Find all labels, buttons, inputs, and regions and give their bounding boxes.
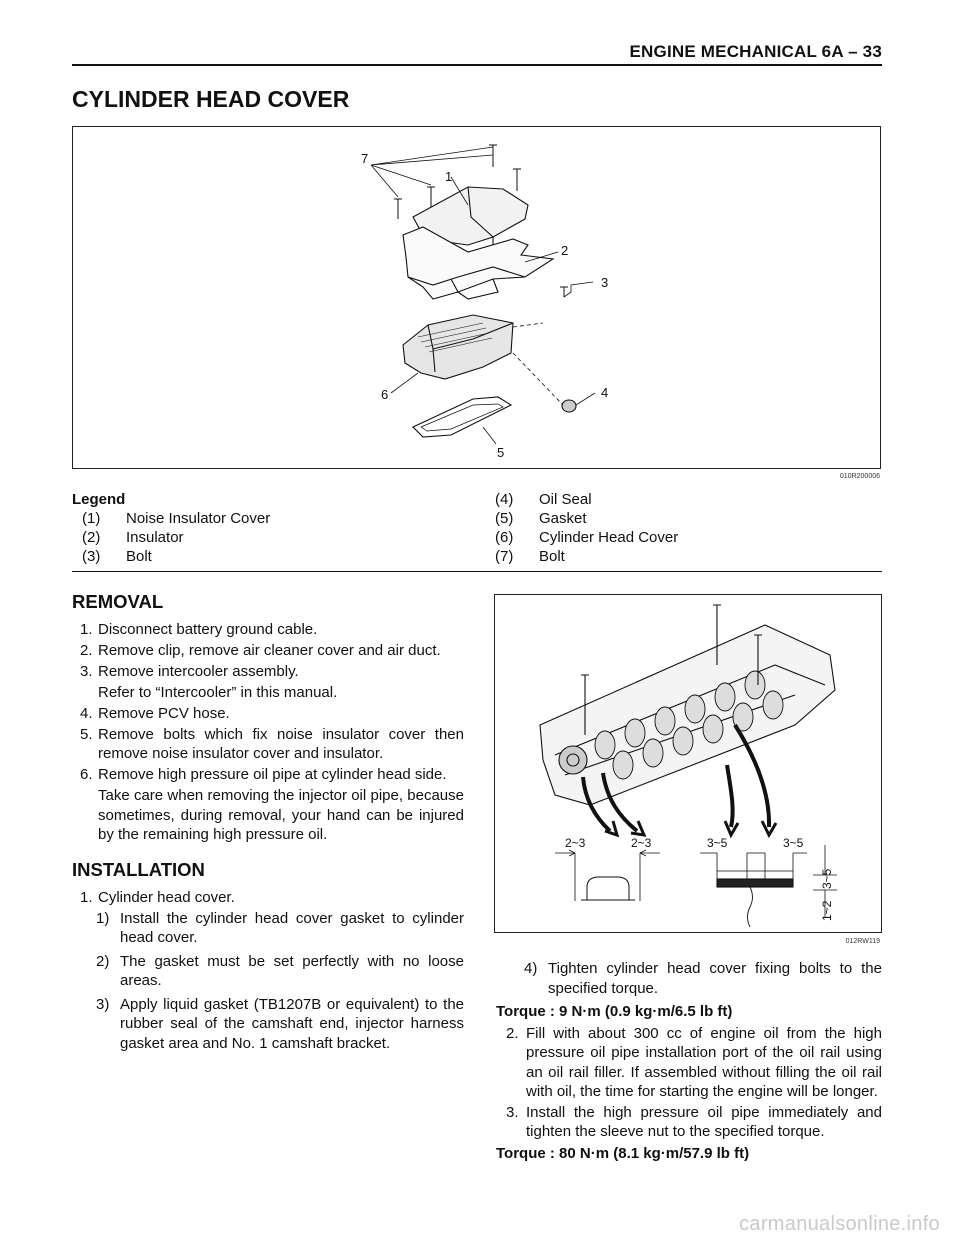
torque-spec: Torque : 80 N·m (8.1 kg·m/57.9 lb ft) bbox=[496, 1144, 750, 1162]
right-column bbox=[496, 959, 882, 1165]
installation-substep: 3) Apply liquid gasket (TB1207B or equivalent) to the rubber seal of the camshaft end, injector harness gasket area and No. 1 camshaft bracket. bbox=[96, 995, 464, 1052]
removal-note: Refer to “Intercooler” in this manual. bbox=[98, 683, 338, 701]
section-divider bbox=[72, 571, 882, 572]
exploded-view-drawing bbox=[73, 127, 880, 468]
installation-step: 2. Fill with about 300 cc of engine oil from the high pressure oil pipe installation port of the oil rail using an oil rail filler. If assembled without filling the oil rail with oil, the time for starting the engine will be longer. bbox=[506, 1024, 882, 1100]
removal-step: 6. Remove high pressure oil pipe at cylinder head side. bbox=[80, 766, 447, 783]
section-title: CYLINDER HEAD COVER bbox=[72, 86, 350, 112]
callout-5: 5 bbox=[497, 445, 505, 460]
legend-title: Legend bbox=[72, 491, 126, 508]
callout-1: 1 bbox=[445, 169, 453, 184]
removal-step: 3. Remove intercooler assembly. bbox=[80, 662, 299, 680]
callout-4: 4 bbox=[601, 385, 609, 400]
dim-label-3-5-right: 3~5 bbox=[783, 836, 804, 850]
torque-spec: Torque : 9 N·m (0.9 kg·m/6.5 lb ft) bbox=[496, 1003, 733, 1020]
removal-caution: Take care when removing the injector oil pipe, because sometimes, during removal, your hand can be injured by the remaining high pressure oil. bbox=[98, 787, 464, 843]
installation-step: 1. Cylinder head cover. bbox=[80, 888, 235, 906]
legend-item: (7) Bolt bbox=[495, 548, 565, 565]
callout-7: 7 bbox=[361, 151, 369, 166]
figure1-code: 010R200006 bbox=[839, 473, 880, 480]
exploded-view-figure bbox=[72, 126, 881, 469]
header-rule bbox=[72, 64, 882, 66]
figure2-code: 012RW119 bbox=[845, 938, 880, 945]
gasket-application-figure bbox=[494, 594, 882, 933]
dim-label-2-3-right: 2~3 bbox=[631, 836, 652, 850]
removal-step: 2. Remove clip, remove air cleaner cover and air duct. bbox=[80, 641, 441, 659]
callout-6: 6 bbox=[381, 387, 389, 402]
legend-left bbox=[72, 490, 270, 566]
legend-item: (3) Bolt bbox=[82, 548, 152, 565]
dim-label-1-2-vertical: 1~2 bbox=[820, 900, 834, 921]
legend-item: (1) Noise Insulator Cover bbox=[82, 510, 271, 527]
removal-step: 1. Disconnect battery ground cable. bbox=[80, 620, 318, 638]
dim-label-2-3-left: 2~3 bbox=[565, 836, 586, 850]
installation-step: 3. Install the high pressure oil pipe immediately and tighten the sleeve nut to the specified torque. bbox=[506, 1103, 882, 1140]
left-column bbox=[72, 592, 464, 1057]
legend-item: (4) Oil Seal bbox=[495, 491, 592, 508]
callout-2: 2 bbox=[561, 243, 569, 258]
removal-step: 4. Remove PCV hose. bbox=[80, 704, 230, 722]
legend-item: (2) Insulator bbox=[82, 529, 184, 546]
callout-3: 3 bbox=[601, 275, 609, 290]
dim-label-3-5-left: 3~5 bbox=[707, 836, 728, 850]
removal-heading: REMOVAL bbox=[72, 591, 164, 612]
running-head: ENGINE MECHANICAL 6A – 33 bbox=[629, 42, 882, 61]
installation-substep: 4) Tighten cylinder head cover fixing bolts to the specified torque. bbox=[524, 960, 882, 997]
dim-label-3-5-vertical: 3~5 bbox=[820, 868, 834, 889]
watermark: carmanualsonline.info bbox=[739, 1213, 940, 1235]
cylinder-head-drawing bbox=[495, 595, 881, 932]
legend-right bbox=[495, 490, 678, 566]
legend-item: (6) Cylinder Head Cover bbox=[495, 529, 679, 546]
installation-substep: 2) The gasket must be set perfectly with no loose areas. bbox=[96, 952, 464, 989]
removal-step: 5. Remove bolts which fix noise insulator cover then remove noise insulator cover and insulator. bbox=[80, 725, 464, 762]
legend-item: (5) Gasket bbox=[495, 510, 587, 527]
installation-substep: 1) Install the cylinder head cover gasket to cylinder head cover. bbox=[96, 909, 464, 946]
installation-heading: INSTALLATION bbox=[72, 859, 205, 880]
